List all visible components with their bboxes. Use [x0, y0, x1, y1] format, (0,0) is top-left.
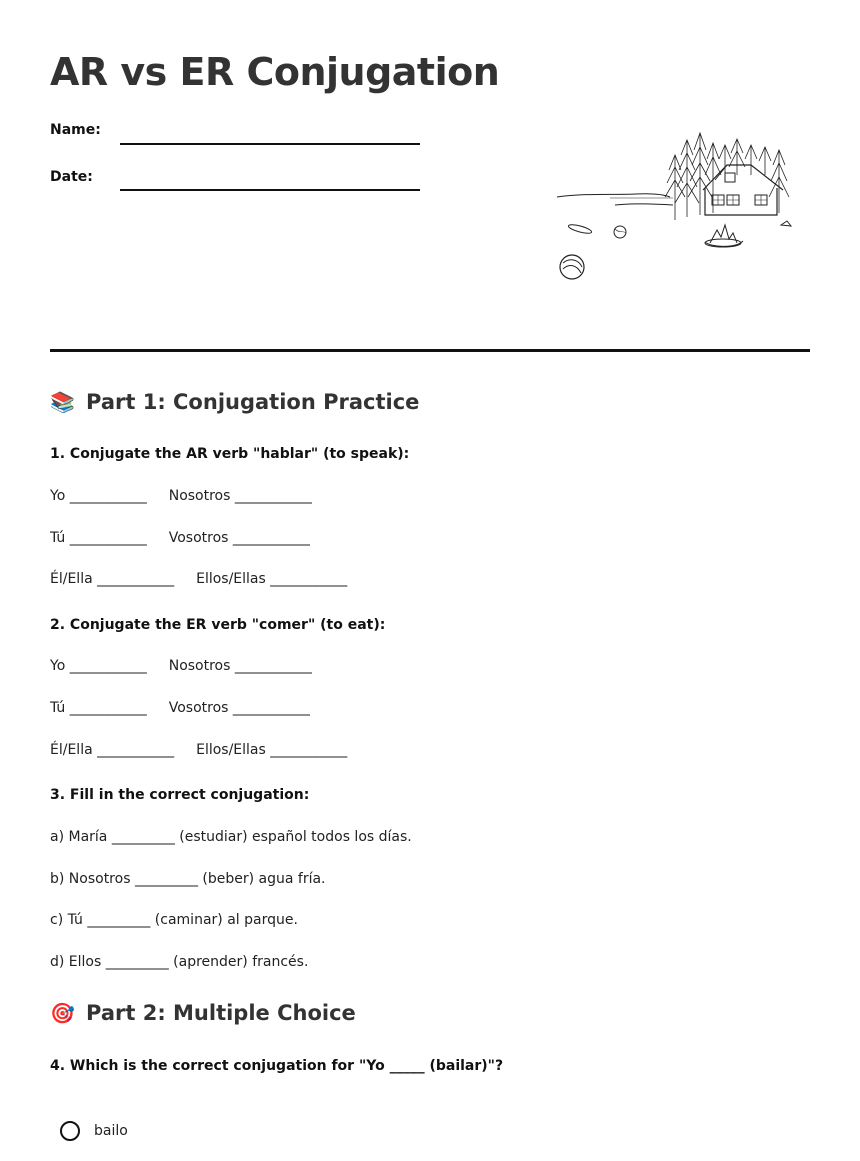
q2-nosotros-blank[interactable]: Nosotros ___________: [168, 658, 312, 674]
q4-option-bailo[interactable]: [60, 1121, 128, 1141]
question-2-prompt: 2. Conjugate the ER verb "comer" (to eat):: [50, 617, 386, 633]
q1-row-2: [50, 530, 310, 546]
q2-el-ella-blank[interactable]: Él/Ella ___________: [50, 742, 175, 758]
q2-tu-blank[interactable]: Tú ___________: [50, 700, 147, 716]
q1-vosotros-blank[interactable]: Vosotros ___________: [168, 530, 310, 546]
q1-row-1: [50, 488, 312, 504]
question-3-prompt: 3. Fill in the correct conjugation:: [50, 787, 310, 803]
q1-row-3: [50, 571, 347, 587]
q2-row-2: [50, 700, 310, 716]
option-label: bailo: [94, 1123, 128, 1139]
part1-heading: [50, 390, 419, 414]
name-input-line[interactable]: [120, 143, 420, 145]
name-field: [50, 122, 120, 138]
q1-tu-blank[interactable]: Tú ___________: [50, 530, 147, 546]
date-input-line[interactable]: [120, 189, 420, 191]
part2-heading: [50, 1001, 356, 1025]
worksheet-title: AR vs ER Conjugation: [50, 50, 500, 94]
q3-item-b[interactable]: b) Nosotros _________ (beber) agua fría.: [50, 871, 326, 887]
q2-yo-blank[interactable]: Yo ___________: [50, 658, 147, 674]
q1-nosotros-blank[interactable]: Nosotros ___________: [168, 488, 312, 504]
part2-title: Part 2: Multiple Choice: [86, 1001, 356, 1025]
date-field: [50, 169, 120, 185]
date-label: Date:: [50, 169, 93, 185]
q3-item-d[interactable]: d) Ellos _________ (aprender) francés.: [50, 954, 309, 970]
radio-button[interactable]: [60, 1121, 80, 1141]
target-icon: 🎯: [50, 1001, 75, 1025]
cabin-campfire-illustration: [555, 125, 800, 285]
books-icon: 📚: [50, 390, 75, 414]
section-divider: [50, 349, 810, 352]
q1-el-ella-blank[interactable]: Él/Ella ___________: [50, 571, 175, 587]
part1-title: Part 1: Conjugation Practice: [86, 390, 420, 414]
q3-item-a[interactable]: a) María _________ (estudiar) español todos los días.: [50, 829, 412, 845]
q1-yo-blank[interactable]: Yo ___________: [50, 488, 147, 504]
q2-row-1: [50, 658, 312, 674]
q3-item-c[interactable]: c) Tú _________ (caminar) al parque.: [50, 912, 298, 928]
name-label: Name:: [50, 122, 101, 138]
q2-row-3: [50, 742, 347, 758]
q1-ellos-ellas-blank[interactable]: Ellos/Ellas ___________: [196, 571, 348, 587]
question-4-prompt: 4. Which is the correct conjugation for "Yo _____ (bailar)"?: [50, 1058, 504, 1074]
q2-ellos-ellas-blank[interactable]: Ellos/Ellas ___________: [196, 742, 348, 758]
question-1-prompt: 1. Conjugate the AR verb "hablar" (to speak):: [50, 446, 410, 462]
q2-vosotros-blank[interactable]: Vosotros ___________: [168, 700, 310, 716]
